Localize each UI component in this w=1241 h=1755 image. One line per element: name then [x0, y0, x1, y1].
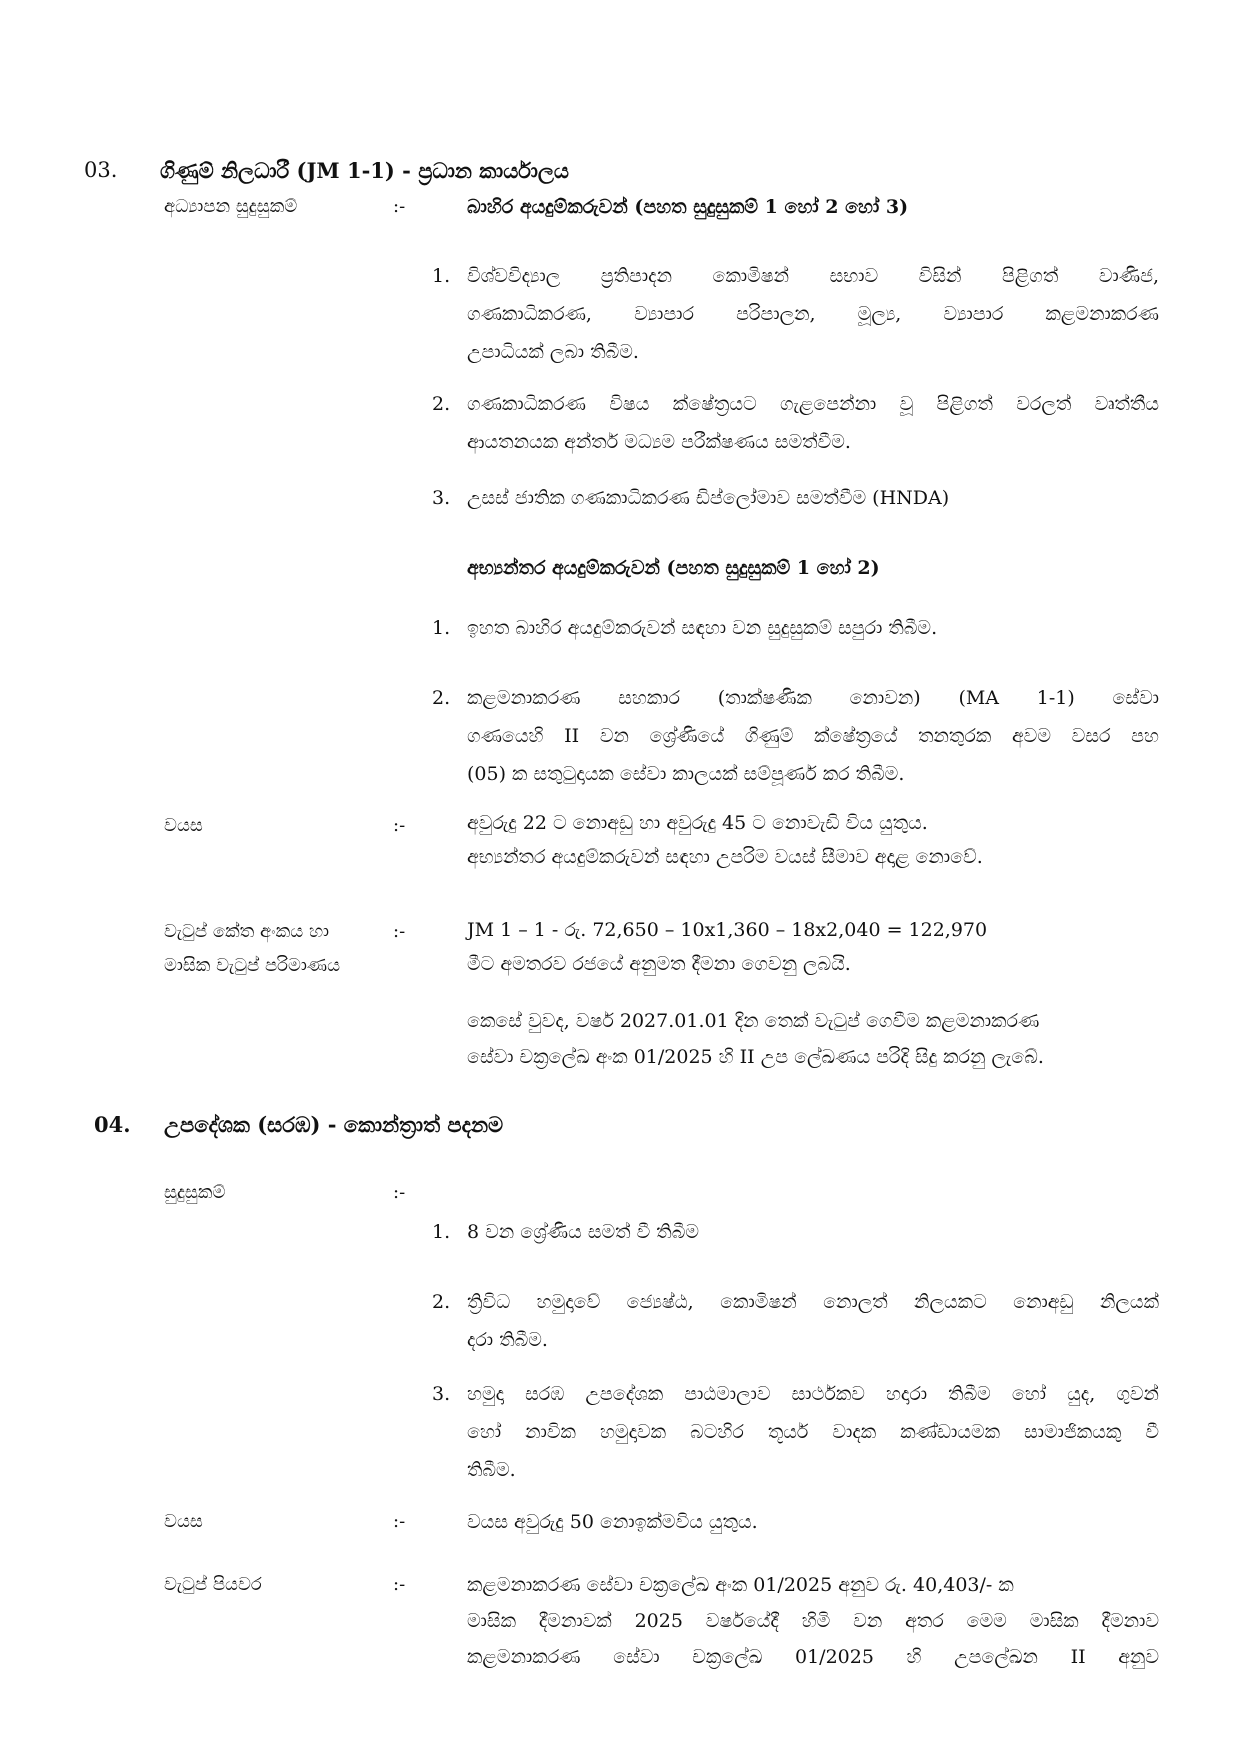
int-item-1-number: 1.: [432, 617, 451, 639]
qual-item-2-line-2: දරා තිබීම.: [467, 1329, 548, 1351]
salary-note-line-2: සේවා චක්‍රලේඛ අංක 01/2025 හි II උප ලේඛණය පරිදි සිදු කරනු ලැබේ.: [467, 1046, 1044, 1068]
salary-colon: :-: [393, 921, 406, 942]
ext-item-1-line-1: විශ්වවිද්‍යාල ප්‍රතිපාදන කොමිෂන් සභාව විසින් පිළිගත් වාණිජ,: [467, 265, 1159, 287]
pay-colon: :-: [393, 1574, 406, 1595]
salary-note-line-1: කෙසේ වුවද, වර්ෂ 2027.01.01 දින තෙක් වැටුප් ගෙවීම කළමනාකරණ: [467, 1010, 1040, 1032]
pay-text: [467, 1567, 1159, 1675]
age-line-2: අභ්‍යන්තර අයදුම්කරුවන් සඳහා උපරිම වයස් සීමාව අදාළ නොවේ.: [467, 846, 983, 868]
qual-item-2-number: 2.: [432, 1291, 451, 1313]
ext-item-1-line-3: උපාධියක් ලබා තිබීම.: [467, 341, 639, 363]
qual-item-1-number: 1.: [432, 1221, 451, 1243]
qual-item-2: [467, 1283, 1159, 1359]
ext-item-1-line-2: ගණකාධිකරණ, ව්‍යාපාර පරිපාලන, මූල්‍ය, ව්‍යාපාර කළමනාකරණ: [467, 303, 1159, 325]
qualifications-label: සුදුසුකම්: [164, 1182, 226, 1203]
int-item-2-line-2: ගණයෙහි II වන ශ්‍රේණියේ ගිණුම් ක්ෂේත්‍රයේ තනතුරක අවම වසර පහ: [467, 725, 1159, 747]
salary-label: [164, 915, 340, 983]
qual-item-3-line-1: හමුදා සරඹ උපදේශක පාඨමාලාව සාර්ථකව හදාරා තිබීම හෝ යුද, ගුවන්: [467, 1383, 1159, 1405]
qual-item-3-line-2: හෝ නාවික හමුදාවක බටහිර තූර්ය වාදක කණ්ඩායමක සාමාජිකයකු වී: [467, 1421, 1159, 1443]
age-label: වයස: [164, 815, 203, 836]
s04-age-text: වයස අවුරුදු 50 නොඉක්මවිය යුතුය.: [467, 1511, 758, 1533]
external-applicants-heading: බාහිර අයදුම්කරුවන් (පහත සුදුසුකම් 1 හෝ 2 හෝ 3): [467, 196, 909, 218]
s04-age-colon: :-: [393, 1511, 406, 1532]
salary-label-line-1: වැටුප් කේත අංකය හා: [164, 921, 330, 942]
ext-item-1: [467, 257, 1159, 371]
s04-age-label: වයස: [164, 1511, 203, 1532]
int-item-2-line-3: (05) ක සතුටුදායක සේවා කාලයක් සම්පූර්ණ කර තිබීම.: [467, 763, 905, 785]
pay-line-2: මාසික දීමනාවක් 2025 වර්ෂයේදී හිමි වන අතර මෙම මාසික දීමනාව: [467, 1610, 1159, 1632]
salary-label-line-2: මාසික වැටුප් පරිමාණය: [164, 955, 341, 976]
pay-label: වැටුප් පියවර: [164, 1574, 262, 1595]
section-04-number: 04.: [94, 1112, 131, 1137]
ext-item-2-line-2: ආයතනයක අන්තර් මධ්‍යම පරීක්ෂණය සමත්වීම.: [467, 431, 851, 453]
internal-applicants-heading: අභ්‍යන්තර අයදුම්කරුවන් (පහත සුදුසුකම් 1 හෝ 2): [467, 557, 880, 579]
ext-item-3-number: 3.: [432, 487, 451, 509]
section-04-title: උපදේශක (සරඹ) - කොන්ත්‍රාත් පදනම: [164, 1112, 504, 1137]
qual-item-3-number: 3.: [432, 1383, 451, 1405]
age-requirement: [467, 806, 983, 874]
ext-item-3-line-1: උසස් ජාතික ගණකාධිකරණ ඩිප්ලෝමාව සමත්වීම (HNDA): [467, 487, 950, 509]
ext-item-2: [467, 385, 1159, 461]
qual-item-1-line-1: 8 වන ශ්‍රේණිය සමත් වී තිබීම: [467, 1221, 699, 1243]
section-03-title: ගිණුම් නිලධාරී (JM 1-1) - ප්‍රධාන කාර්යාලය: [160, 158, 570, 183]
salary-line-2: මීට අමතරව රජයේ අනුමත දීමනා ගෙවනු ලබයි.: [467, 953, 851, 975]
salary-scale: [467, 913, 987, 981]
ext-item-2-number: 2.: [432, 393, 451, 415]
education-colon: :-: [393, 196, 406, 217]
pay-line-3: කළමනාකරණ සේවා චක්‍රලේඛ 01/2025 හි උපලේඛන II අනුව: [467, 1646, 1159, 1668]
qual-item-2-line-1: ත්‍රිවිධ හමුදාවේ ජ්‍යෙෂ්ඨ, කොමිෂන් නොලත් නිලයකට නොඅඩු නිලයක්: [467, 1291, 1159, 1313]
section-03-number: 03.: [84, 158, 118, 182]
int-item-1-line-1: ඉහත බාහිර අයදුම්කරුවන් සඳහා වන සුදුසුකම් සපුරා තිබීම.: [467, 617, 938, 639]
age-line-1: අවුරුදු 22 ට නොඅඩු හා අවුරුදු 45 ට නොවැඩි විය යුතුය.: [467, 812, 928, 834]
int-item-2-number: 2.: [432, 687, 451, 709]
qual-item-3-line-3: තිබීම.: [467, 1459, 516, 1481]
pay-line-1: කළමනාකරණ සේවා චක්‍රලේඛ අංක 01/2025 අනුව රු. 40,403/- ක: [467, 1574, 1014, 1596]
ext-item-2-line-1: ගණකාධිකරණ විෂය ක්ෂේත්‍රයට ගැළපෙන්නා වූ පිළිගත් වරලත් වෘත්තීය: [467, 393, 1159, 415]
int-item-2-line-1: කළමනාකරණ සහකාර (තාක්ෂණික නොවන) (MA 1-1) සේවා: [467, 687, 1159, 709]
education-label: අධ්‍යාපන සුදුසුකම්: [164, 196, 298, 217]
salary-line-1: JM 1 – 1 - රු. 72,650 – 10x1,360 – 18x2,040 = 122,970: [467, 919, 988, 941]
age-colon: :-: [393, 815, 406, 836]
qual-item-3: [467, 1375, 1159, 1489]
qualifications-colon: :-: [393, 1182, 406, 1203]
int-item-2: [467, 679, 1159, 793]
salary-note: [467, 1003, 1044, 1075]
ext-item-1-number: 1.: [432, 265, 451, 287]
